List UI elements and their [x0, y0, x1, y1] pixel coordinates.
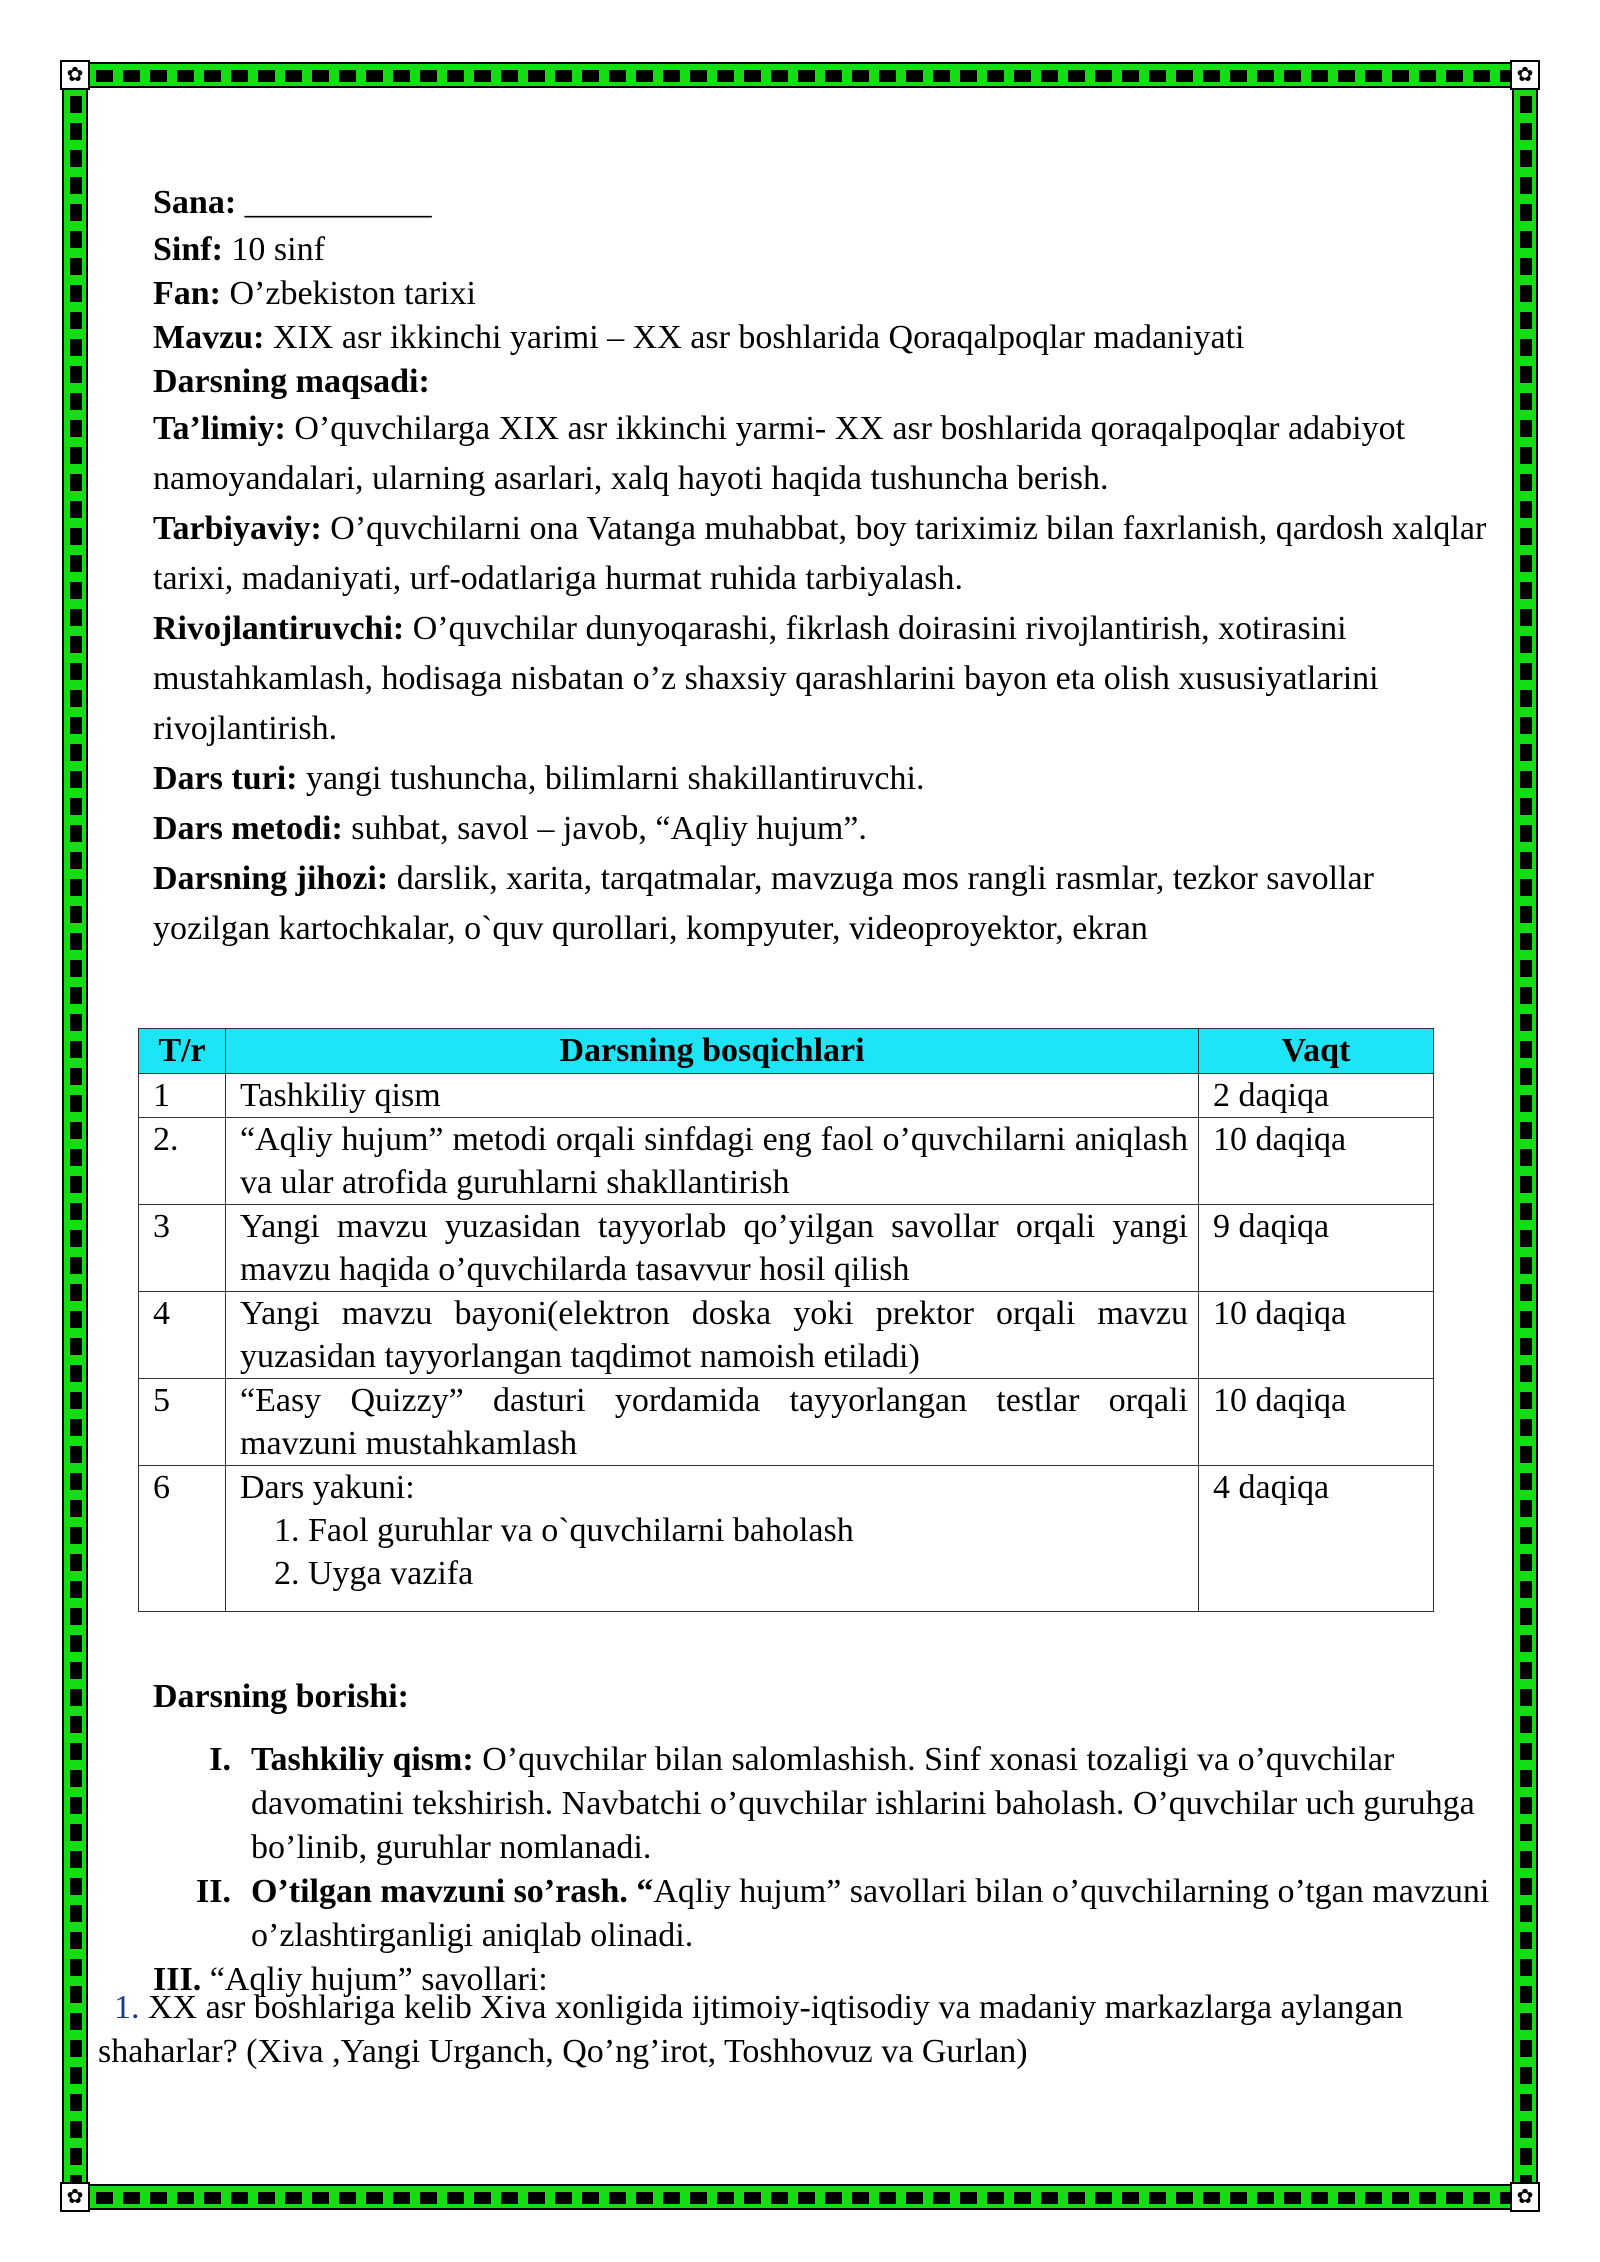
row-time: 4 daqiqa — [1199, 1466, 1434, 1612]
goals-title: Darsning maqsadi: — [153, 363, 430, 400]
date-line: Sana: ___________ — [153, 184, 432, 221]
row-time: 2 daqiqa — [1199, 1074, 1434, 1118]
stage-title: Dars yakuni: — [240, 1469, 415, 1506]
film-reel-icon: ✿ — [60, 2182, 90, 2212]
lesson-stages-table — [138, 1028, 1434, 1612]
step-body: Tashkiliy qism: O’quvchilar bilan salomlashish. Sinf xonasi tozaligi va o’quvchilar davomatini tekshirish. Navbatchi o’quvchilar ishlarini baholash. O’quvchilar uch guruhga bo’linib, guruhlar nomlanadi. — [251, 1741, 1475, 1866]
lesson-header — [153, 178, 1493, 954]
border-top — [62, 62, 1538, 88]
step-number: I. — [209, 1741, 231, 1778]
row-number: 4 — [139, 1292, 226, 1379]
process-title: Darsning borishi: — [153, 1678, 409, 1715]
stage-sublist — [240, 1509, 1188, 1595]
border-bottom — [62, 2184, 1538, 2210]
column-header-number: T/r — [139, 1029, 226, 1074]
row-time: 10 daqiqa — [1199, 1292, 1434, 1379]
border-right — [1512, 62, 1538, 2210]
topic-line: Mavzu: XIX asr ikkinchi yarimi – XX asr boshlarida Qoraqalpoqlar madaniyati — [153, 319, 1245, 356]
step-number: II. — [196, 1873, 231, 1910]
row-stage — [226, 1466, 1199, 1612]
list-item: 1. Faol guruhlar va o`quvchilarni baholash — [308, 1509, 1188, 1552]
row-number: 2. — [139, 1118, 226, 1205]
goal-educational: Ta’limiy: O’quvchilarga XIX asr ikkinchi yarmi- XX asr boshlarida qoraqalpoqlar adabiyot namoyandalari, ularning asarlari, xalq hayoti haqida tushuncha berish. — [153, 410, 1406, 497]
row-number: 6 — [139, 1466, 226, 1612]
row-number: 5 — [139, 1379, 226, 1466]
process-step — [153, 1738, 1493, 1870]
question-number: 1. — [114, 1989, 140, 2026]
row-number: 1 — [139, 1074, 226, 1118]
table-row — [139, 1205, 1434, 1292]
question-item — [98, 1986, 1518, 2074]
column-header-stage: Darsning bosqichlari — [226, 1029, 1199, 1074]
lesson-process — [153, 1672, 1493, 2002]
table-row — [139, 1379, 1434, 1466]
row-stage: “Easy Quizzy” dasturi yordamida tayyorlangan testlar orqali mavzuni mustahkamlash — [226, 1379, 1199, 1466]
process-step — [153, 1870, 1493, 1958]
row-time: 10 daqiqa — [1199, 1118, 1434, 1205]
question-text: XX asr boshlariga kelib Xiva xonligida ijtimoiy-iqtisodiy va madaniy markazlarga aylangan shaharlar? (Xiva ,Yangi Urganch, Qo’ng’irot, Toshhovuz va Gurlan) — [98, 1989, 1404, 2070]
lesson-equipment: Darsning jihozi: darslik, xarita, tarqatmalar, mavzuga mos rangli rasmlar, tezkor savollar yozilgan kartochkalar, o`quv qurollari, kompyuter, videoproyektor, ekran — [153, 860, 1374, 947]
row-stage: Tashkiliy qism — [226, 1074, 1199, 1118]
table-row — [139, 1466, 1434, 1612]
class-line: Sinf: 10 sinf — [153, 231, 325, 268]
lesson-type: Dars turi: yangi tushuncha, bilimlarni shakillantiruvchi. — [153, 760, 925, 797]
goal-upbringing: Tarbiyaviy: O’quvchilarni ona Vatanga muhabbat, boy tariximiz bilan faxrlanish, qardosh xalqlar tarixi, madaniyati, urf-odatlariga hurmat ruhida tarbiyalash. — [153, 510, 1487, 597]
row-stage: Yangi mavzu bayoni(elektron doska yoki prektor orqali mavzu yuzasidan tayyorlangan taqdimot namoish etiladi) — [226, 1292, 1199, 1379]
border-left — [62, 62, 88, 2210]
table-row — [139, 1118, 1434, 1205]
process-step-3: III. “Aqliy hujum” savollari: — [153, 1961, 548, 1998]
row-number: 3 — [139, 1205, 226, 1292]
table-row — [139, 1074, 1434, 1118]
list-item: 2. Uyga vazifa — [308, 1552, 1188, 1595]
film-reel-icon: ✿ — [1510, 2182, 1540, 2212]
row-time: 10 daqiqa — [1199, 1379, 1434, 1466]
step-body: O’tilgan mavzuni so’rash. “Aqliy hujum” savollari bilan o’quvchilarning o’tgan mavzuni o’zlashtirganligi aniqlab olinadi. — [251, 1873, 1490, 1954]
table-header-row — [139, 1029, 1434, 1074]
row-time: 9 daqiqa — [1199, 1205, 1434, 1292]
subject-line: Fan: O’zbekiston tarixi — [153, 275, 476, 312]
lesson-method: Dars metodi: suhbat, savol – javob, “Aqliy hujum”. — [153, 810, 867, 847]
row-stage: Yangi mavzu yuzasidan tayyorlab qo’yilgan savollar orqali yangi mavzu haqida o’quvchilarda tasavvur hosil qilish — [226, 1205, 1199, 1292]
row-stage: “Aqliy hujum” metodi orqali sinfdagi eng faol o’quvchilarni aniqlash va ular atrofida guruhlarni shakllantirish — [226, 1118, 1199, 1205]
film-reel-icon: ✿ — [1510, 60, 1540, 90]
goal-developing: Rivojlantiruvchi: O’quvchilar dunyoqarashi, fikrlash doirasini rivojlantirish, xotirasini mustahkamlash, hodisaga nisbatan o’z shaxsiy qarashlarini bayon eta olish xususiyatlarini rivojlantirish. — [153, 610, 1379, 747]
column-header-time: Vaqt — [1199, 1029, 1434, 1074]
table-row — [139, 1292, 1434, 1379]
film-reel-icon: ✿ — [60, 60, 90, 90]
